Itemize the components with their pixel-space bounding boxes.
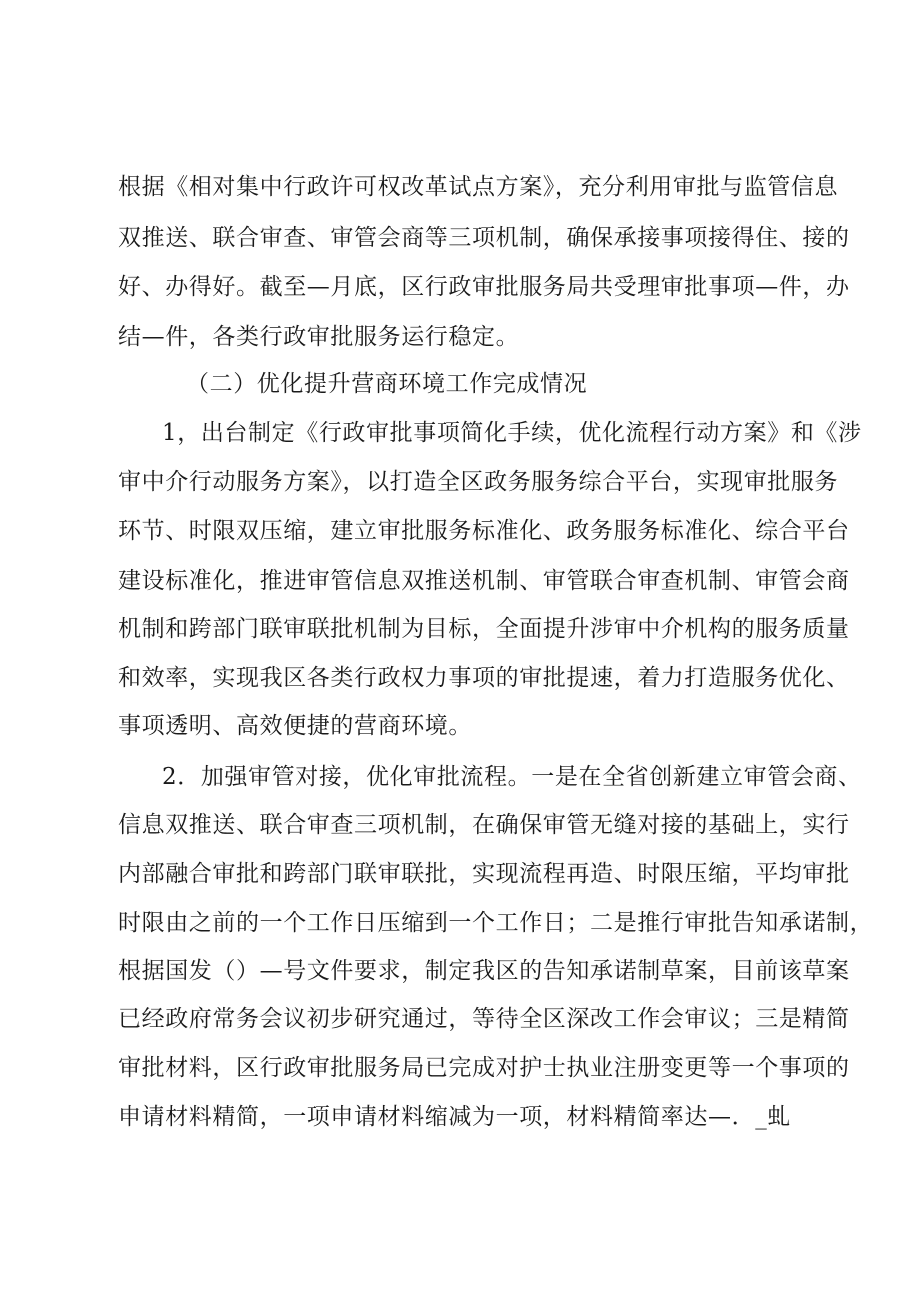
- paragraph-line: 2．加强审管对接，优化审批流程。一是在全省创新建立审管会商、: [162, 764, 862, 790]
- paragraph-line: 和效率，实现我区各类行政权力事项的审批提速，着力打造服务优化、: [118, 665, 850, 691]
- section-heading: （二）优化提升营商环境工作完成情况: [186, 371, 588, 397]
- paragraph-line: 环节、时限双压缩，建立审批服务标准化、政务服务标准化、综合平台: [118, 518, 850, 544]
- paragraph-line: 1，出台制定《行政审批事项简化手续，优化流程行动方案》和《涉: [162, 420, 862, 446]
- paragraph-line: 审中介行动服务方案》，以打造全区政务服务综合平台，实现审批服务: [118, 469, 839, 495]
- paragraph-line: 根据《相对集中行政许可权改革试点方案》，充分利用审批与监管信息: [118, 174, 839, 200]
- paragraph-line: 结—件，各类行政审批服务运行稳定。: [118, 324, 520, 350]
- paragraph-line: 已经政府常务会议初步研究通过，等待全区深改工作会审议；三是精简: [118, 1006, 850, 1032]
- paragraph-line: 好、办得好。截至—月底，区行政审批服务局共受理审批事项—件，办: [118, 274, 850, 300]
- paragraph-line: 建设标准化，推进审管信息双推送机制、审管联合审查机制、审管会商: [118, 568, 850, 594]
- paragraph-line: 时限由之前的一个工作日压缩到一个工作日；二是推行审批告知承诺制，: [118, 910, 874, 936]
- paragraph-line: 内部融合审批和跨部门联审联批，实现流程再造、时限压缩，平均审批: [118, 861, 850, 887]
- paragraph-line: 双推送、联合审查、审管会商等三项机制，确保承接事项接得住、接的: [118, 225, 850, 251]
- paragraph-line: 审批材料，区行政审批服务局已完成对护士执业注册变更等一个事项的: [118, 1055, 850, 1081]
- paragraph-line: 申请材料精简，一项申请材料缩减为一项，材料精简率达—．_虬: [118, 1104, 791, 1130]
- paragraph-line: 信息双推送、联合审查三项机制，在确保审管无缝对接的基础上，实行: [118, 812, 850, 838]
- paragraph-line: 事项透明、高效便捷的营商环境。: [118, 713, 472, 739]
- paragraph-line: 机制和跨部门联审联批机制为目标，全面提升涉审中介机构的服务质量: [118, 616, 850, 642]
- paragraph-line: 根据国发（）—号文件要求，制定我区的告知承诺制草案，目前该草案: [118, 958, 850, 984]
